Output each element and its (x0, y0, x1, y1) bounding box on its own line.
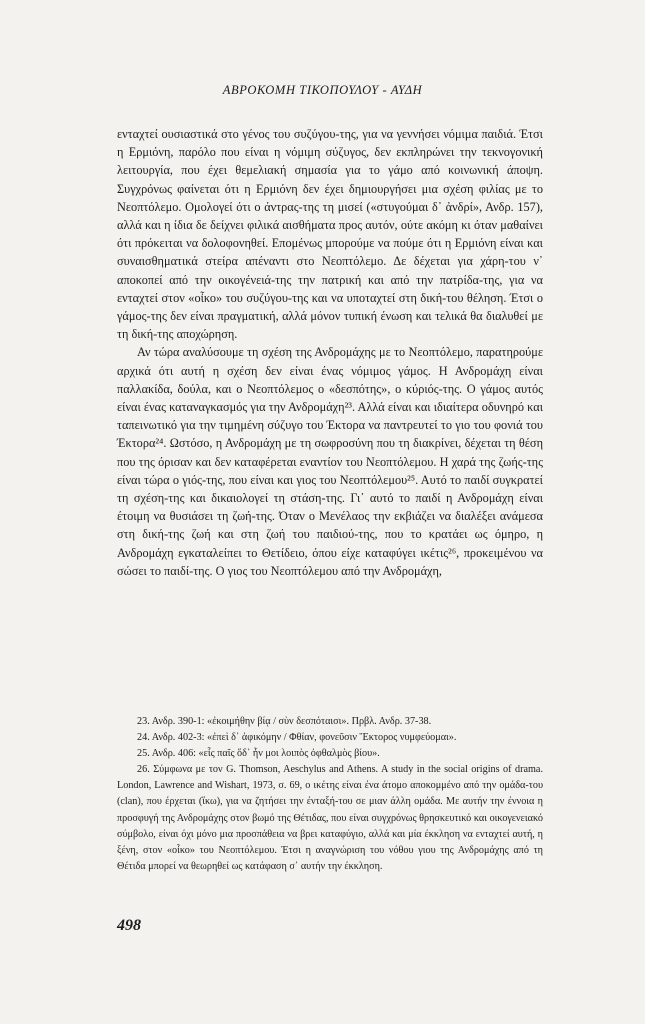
paragraph-continued: ενταχτεί ουσιαστικά στο γένος του συζύγου-της, για να γεννήσει νόμιμα παιδιά. Έτσι η Ερμιόνη, παρόλο που είναι η νόμιμη σύζυγος, δεν εκπληρώνει την τεκνογονική λειτουργία, που έχει θεμελιακή σημασία για το γάμο από κοινωνική άποψη. Συγχρόνως φαίνεται ότι η Ερμιόνη δεν έχει δημιουργήσει μια σχέση φιλίας με το Νεοπτόλεμο. Ομολογεί ότι ο άντρας-της τη μισεί («στυγούμαι δ᾽ ἀνδρί», Ανδρ. 157), αλλά και η ίδια δε δείχνει φιλικά αισθήματα προς αυτόν, ούτε ακόμη κι όταν μαθαίνει ότι πρόκειται να δολοφονηθεί. Επομένως μπορούμε να πούμε ότι η Ερμιόνη είναι και συναισθηματικά στείρα απέναντι στο Νεοπτόλεμο. Δε δέχεται για χάρη-του ν᾽ αποκοπεί από την οικογένειά-της την πατρική και από την πατρίδα-της, για να ενταχτεί στον «οἶκο» του συζύγου-της και να υποταχτεί στη δική-του θέληση. Έτσι ο γάμος-της δεν είναι πραγματική, αλλά μόνον τυπική ένωση και τελικά θα διαλυθεί με τη δική-της αποχώρηση. (117, 127, 543, 342)
footnote-25: 25. Ανδρ. 406: «εἷς παῖς ὅδ᾽ ἦν μοι λοιπὸς ὀφθαλμὸς βίου». (137, 748, 380, 760)
footnote-26: 26. Σύμφωνα με τον G. Thomson, Aeschylus and Athens. A study in the social origins of drama. London, Lawrence and Wishart, 1973, σ. 69, ο ικέτης είναι ένα άτομο αποκομμένο από την ομάδα-του (clan), που έρχεται (ἵκω), για να ζητήσει την ένταξή-του σε μιαν άλλη ομάδα. Με αυτήν την έννοια η προσφυγή της Ανδρομάχης στον βωμό της Θέτιδας, που είναι συγχρόνως θρησκευτικό και οικογενειακό σύμβολο, είναι όχι μόνο μια προσπάθεια να βρει καταφύγιο, αλλά και μία έκκληση να ενταχτεί αυτή, η ξένη, στον «οἶκο» του Νεοπτόλεμου. Έτσι η αναγνώριση του νόθου γιου της Ανδρομάχης από τη Θέτιδα μπορεί να θεωρηθεί ως κατάφαση σ᾽ αυτήν την έκκληση. (117, 764, 543, 872)
page-number: 498 (117, 917, 141, 934)
running-header: ΑΒΡΟΚΟΜΗ ΤΙΚΟΠΟΥΛΟΥ - ΑΥΔΗ (222, 83, 423, 97)
paragraph-andromache: Αν τώρα αναλύσουμε τη σχέση της Ανδρομάχης με το Νεοπτόλεμο, παρατηρούμε αρχικά ότι αυτή η σχέση δεν είναι ένας νόμιμος γάμος. Η Ανδρομάχη είναι παλλακίδα, δούλα, και ο Νεοπτόλεμος ο «δεσπότης», ο κύριός-της. Ο γάμος αυτός είναι ένας καταναγκασμός για την Ανδρομάχη²³. Αλλά είναι και ιδιαίτερα οδυνηρό και ταπεινωτικό για την τιμημένη σύζυγο του Έκτορα να παντρευτεί το γιο του φονιά του Έκτορα²⁴. Ωστόσο, η Ανδρομάχη με τη σωφροσύνη που τη διακρίνει, δέχεται τη θέση που της όρισαν και δεν καταφέρεται εναντίον του Νεοπτόλεμου. Η χαρά της ζωής-της είναι τώρα ο γιός-της, που είναι και γιος του Νεοπτόλεμου²⁵. Αυτό το παιδί συγκρατεί τη σχέση-της και δικαιολογεί τη στάση-της. Γι᾽ αυτό το παιδί η Ανδρομάχη είναι έτοιμη να θυσιάσει τη ζωή-της. Όταν ο Μενέλαος την εκβιάζει να διαλέξει ανάμεσα στη δική-της ζωή και στη ζωή του παιδιού-της, που το κρατάει ως όμηρο, η Ανδρομάχη εγκαταλείπει το Θετίδειο, όπου είχε καταφύγει ικέτις²⁶, προκειμένου να σώσει το παιδί-της. Ο γιος του Νεοπτόλεμου από την Ανδρομάχη, (117, 345, 543, 578)
body-text (117, 125, 543, 580)
footnotes (117, 714, 543, 875)
footnote-24: 24. Ανδρ. 402-3: «ἐπεὶ δ᾽ ἀφικόμην / Φθίαν, φονεῦσιν Ἕκτορος νυμφεύομαι». (137, 732, 457, 744)
footnote-23: 23. Ανδρ. 390-1: «ἐκοιμήθην βίᾳ / σὺν δεσπόταισι». Πρβλ. Ανδρ. 37-38. (137, 716, 432, 727)
